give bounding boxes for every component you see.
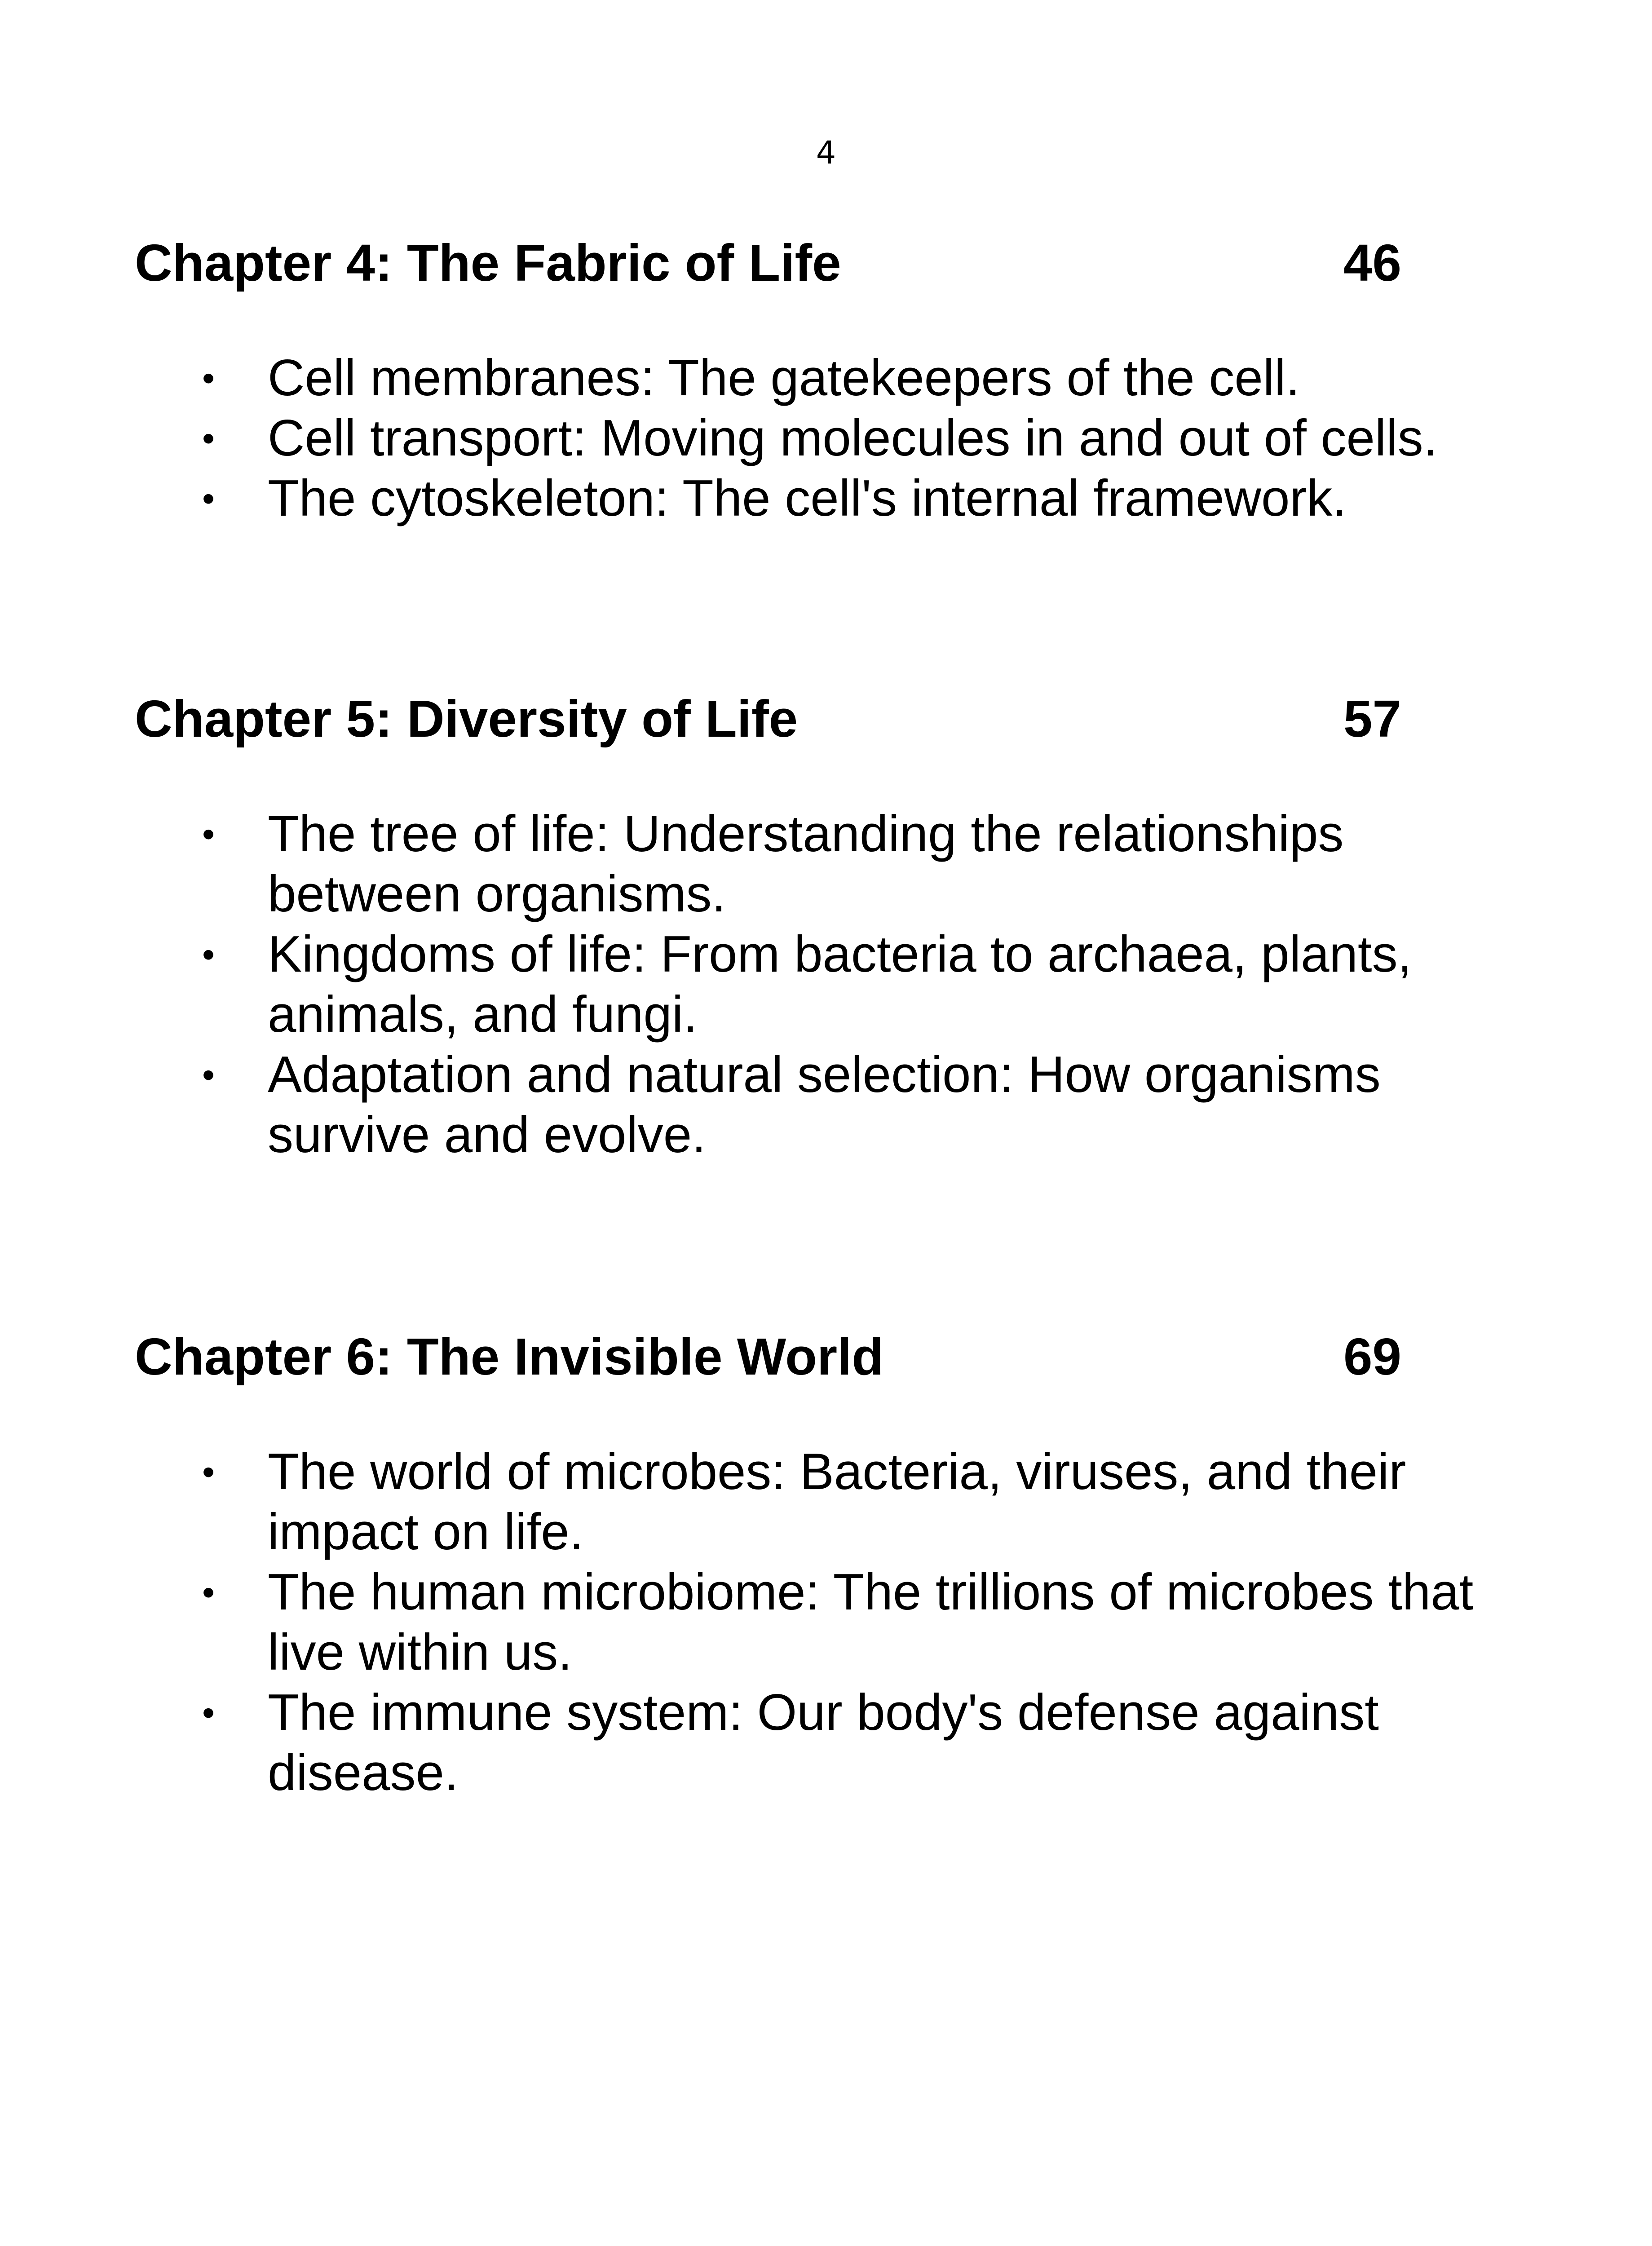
list-item [135,408,1527,469]
topic-text: Cell transport: Moving molecules in and out of cells. [268,410,1438,467]
list-item [135,804,1527,924]
topic-text: Adaptation and natural selection: How organisms survive and evolve. [268,1046,1381,1163]
list-item [135,348,1527,408]
page-number: 4 [816,134,836,171]
chapter-page-number: 57 [1343,690,1401,748]
topic-text: The human microbiome: The trillions of microbes that live within us. [268,1564,1474,1681]
bullet-icon: • [202,1693,215,1733]
bullet-icon: • [202,1572,215,1612]
list-item [135,1562,1527,1683]
list-item [135,469,1527,529]
bullet-icon: • [202,1055,215,1095]
topic-text: The world of microbes: Bacteria, viruses, and their impact on life. [268,1443,1406,1561]
chapter-title: Chapter 5: Diversity of Life [135,690,798,748]
chapter-heading [135,1325,1401,1388]
chapter-heading [135,231,1401,294]
chapter-page-number: 69 [1343,1327,1401,1386]
list-item [135,1045,1527,1165]
chapter-title: Chapter 4: The Fabric of Life [135,234,841,292]
list-item [135,1683,1527,1803]
list-item [135,1442,1527,1562]
topic-text: Cell membranes: The gatekeepers of the cell. [268,349,1300,407]
bullet-icon: • [202,814,215,854]
list-item [135,924,1527,1045]
chapter-page-number: 46 [1343,234,1401,292]
topic-list [135,348,1527,529]
topic-list [135,804,1527,1165]
chapter-heading [135,687,1401,750]
bullet-icon: • [202,358,215,398]
topic-text: The cytoskeleton: The cell's internal framework. [268,470,1347,527]
topic-list [135,1442,1527,1803]
topic-text: The tree of life: Understanding the relationships between organisms. [268,805,1344,923]
bullet-icon: • [202,1452,215,1492]
topic-text: Kingdoms of life: From bacteria to archaea, plants, animals, and fungi. [268,926,1412,1043]
bullet-icon: • [202,478,215,518]
topic-text: The immune system: Our body's defense against disease. [268,1684,1379,1801]
chapter-title: Chapter 6: The Invisible World [135,1327,884,1386]
bullet-icon: • [202,934,215,974]
bullet-icon: • [202,418,215,458]
